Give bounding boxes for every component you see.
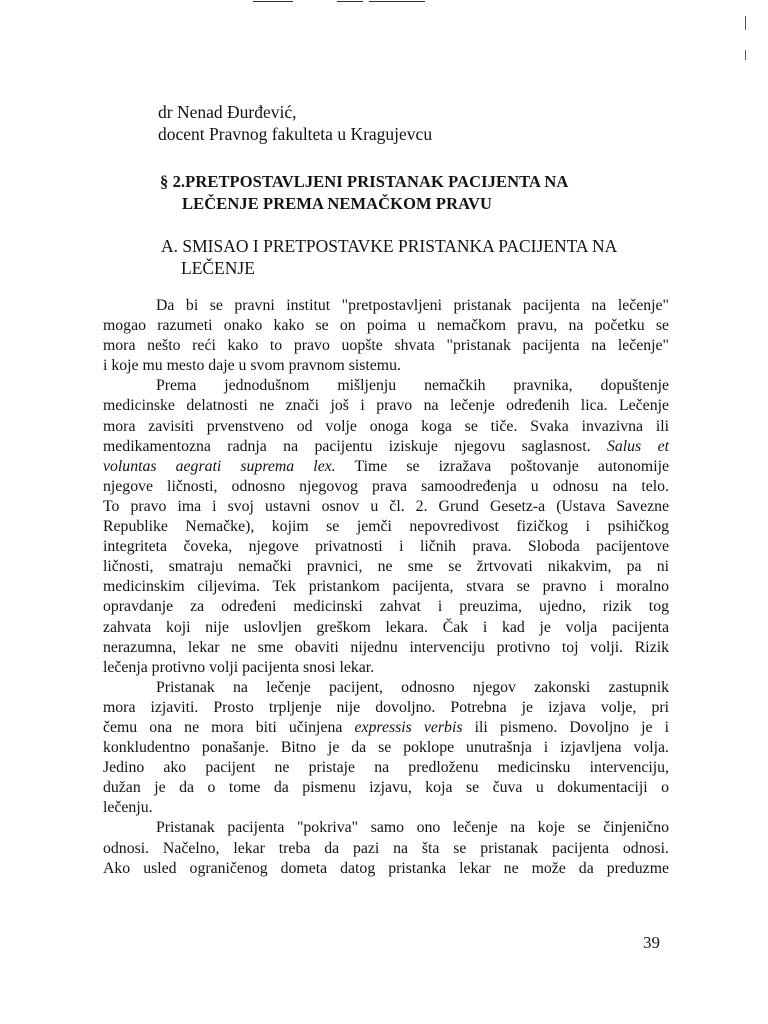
- section-heading-line: LEČENJE PREMA NEMAČKOM PRAVU: [182, 194, 493, 213]
- latin-phrase: voluntas aegrati suprema lex.: [103, 457, 336, 475]
- paragraph-line: mogao razumeti onako kako se on poima u nemačkom pravu, na početku se: [103, 317, 669, 335]
- latin-phrase: Salus et: [606, 437, 669, 455]
- paragraph-line: opravdanje za određeni medicinski zahvat i preuzima, ujedno, rizik tog: [103, 598, 669, 616]
- author-block: [158, 101, 432, 145]
- paragraph-line: zahvata koji nije uslovljen greškom lekara. Čak i kad je volja pacijenta: [103, 618, 669, 636]
- paragraph-line: lečenju.: [103, 799, 153, 817]
- top-rule: [253, 1, 293, 2]
- paragraph-line: [103, 457, 669, 477]
- page-number: 39: [643, 933, 660, 952]
- paragraph-line: Republike Nemačke), kojim se jemči nepovredivost fizičkog i psihičkog: [103, 518, 669, 536]
- section-heading-line: § 2.PRETPOSTAVLJENI PRISTANAK PACIJENTA NA: [160, 172, 569, 191]
- paragraph-line: i koje mu mesto daje u svom pravnom sistemu.: [103, 357, 401, 375]
- paragraph-line: konkludentno ponašanje. Bitno je da se poklope unutrašnja i izjavljena volja.: [103, 739, 669, 757]
- line-text: Time se izražava poštovanje autonomije: [354, 457, 669, 475]
- paragraph-line: mora nešto reći kako to pravo uopšte shvata "pristanak pacijenta na lečenje": [103, 337, 669, 355]
- paragraph-line: odnosi. Načelno, lekar treba da pazi na šta se pristanak pacijenta odnosi.: [103, 839, 669, 857]
- paragraph-line: lečenja protivno volji pacijenta snosi lekar.: [103, 658, 375, 676]
- paragraph-line: To pravo ima i svoj ustavni osnov u čl. 2. Grund Gesetz-a (Ustava Savezne: [103, 497, 669, 515]
- paragraph-line: medicinske delatnosti ne znači još i pravo na lečenje određenih lica. Lečenje: [103, 397, 669, 415]
- paragraph-line: Prema jednodušnom mišljenju nemačkih pravnika, dopuštenje: [156, 377, 669, 395]
- line-text: ili pismeno. Dovoljno je i: [474, 718, 670, 736]
- line-text: čemu ona ne mora biti učinjena: [103, 718, 343, 736]
- paragraph-line: Jedino ako pacijent ne pristaje na predloženu medicinsku intervenciju,: [103, 759, 669, 777]
- section-heading: [160, 171, 640, 215]
- subsection-heading-line: A. SMISAO I PRETPOSTAVKE PRISTANKA PACIJENTA NA: [161, 236, 618, 256]
- author-position: docent Pravnog fakulteta u Kragujevcu: [158, 124, 433, 144]
- latin-phrase: expressis verbis: [354, 718, 463, 736]
- paragraph-line: Pristanak na lečenje pacijent, odnosno njegov zakonski zastupnik: [156, 678, 669, 696]
- subsection-heading-line: LEČENJE: [181, 258, 255, 278]
- paragraph-line: njegove ličnosti, odnosno njegovog prava samoodređenja u odnosu na telo.: [103, 477, 669, 495]
- paragraph-line: nerazumna, lekar ne sme obaviti nijednu intervenciju protivno toj volji. Rizik: [103, 638, 669, 656]
- paragraph-line: ličnosti, smatraju nemački pravnici, ne sme se žrtvovati nikakvim, pa ni: [103, 558, 669, 576]
- paragraph-line: dužan je da o tome da pismenu izjavu, koja se čuva u dokumentaciji o: [103, 779, 669, 797]
- top-margin-rules: [0, 0, 768, 12]
- margin-tick: [745, 16, 746, 30]
- margin-marks: [744, 14, 747, 74]
- top-rule: [337, 1, 363, 2]
- paragraph-line: integriteta čoveka, njegove privatnosti i ličnih prava. Sloboda pacijentove: [103, 538, 669, 556]
- paragraph-line: [103, 718, 669, 738]
- paragraph-line: Da bi se pravni institut "pretpostavljeni pristanak pacijenta na lečenje": [156, 297, 669, 314]
- paragraph-line: mora zavisiti prvenstveno od volje onoga koga se tiče. Svaka invazivna ili: [103, 417, 669, 435]
- paragraph-line: [103, 437, 669, 457]
- paragraph-line: Pristanak pacijenta "pokriva" samo ono lečenje na koje se činjenično: [156, 819, 669, 837]
- top-rule: [369, 1, 425, 2]
- paragraph-line: Ako usled ograničenog dometa datog pristanka lekar ne može da preduzme: [103, 859, 669, 877]
- subsection-heading: [161, 235, 651, 279]
- body-text: [103, 296, 669, 879]
- line-text: medikamentozna radnja na pacijentu iziskuje njegovu saglasnost.: [103, 437, 591, 455]
- paragraph-line: medicinskim ciljevima. Tek pristankom pacijenta, stvara se pravno i moralno: [103, 578, 669, 596]
- margin-tick: [745, 50, 746, 60]
- author-name: dr Nenad Đurđević,: [158, 102, 297, 122]
- paragraph-line: mora izjaviti. Prosto trpljenje nije dovoljno. Potrebna je izjava volje, pri: [103, 698, 669, 716]
